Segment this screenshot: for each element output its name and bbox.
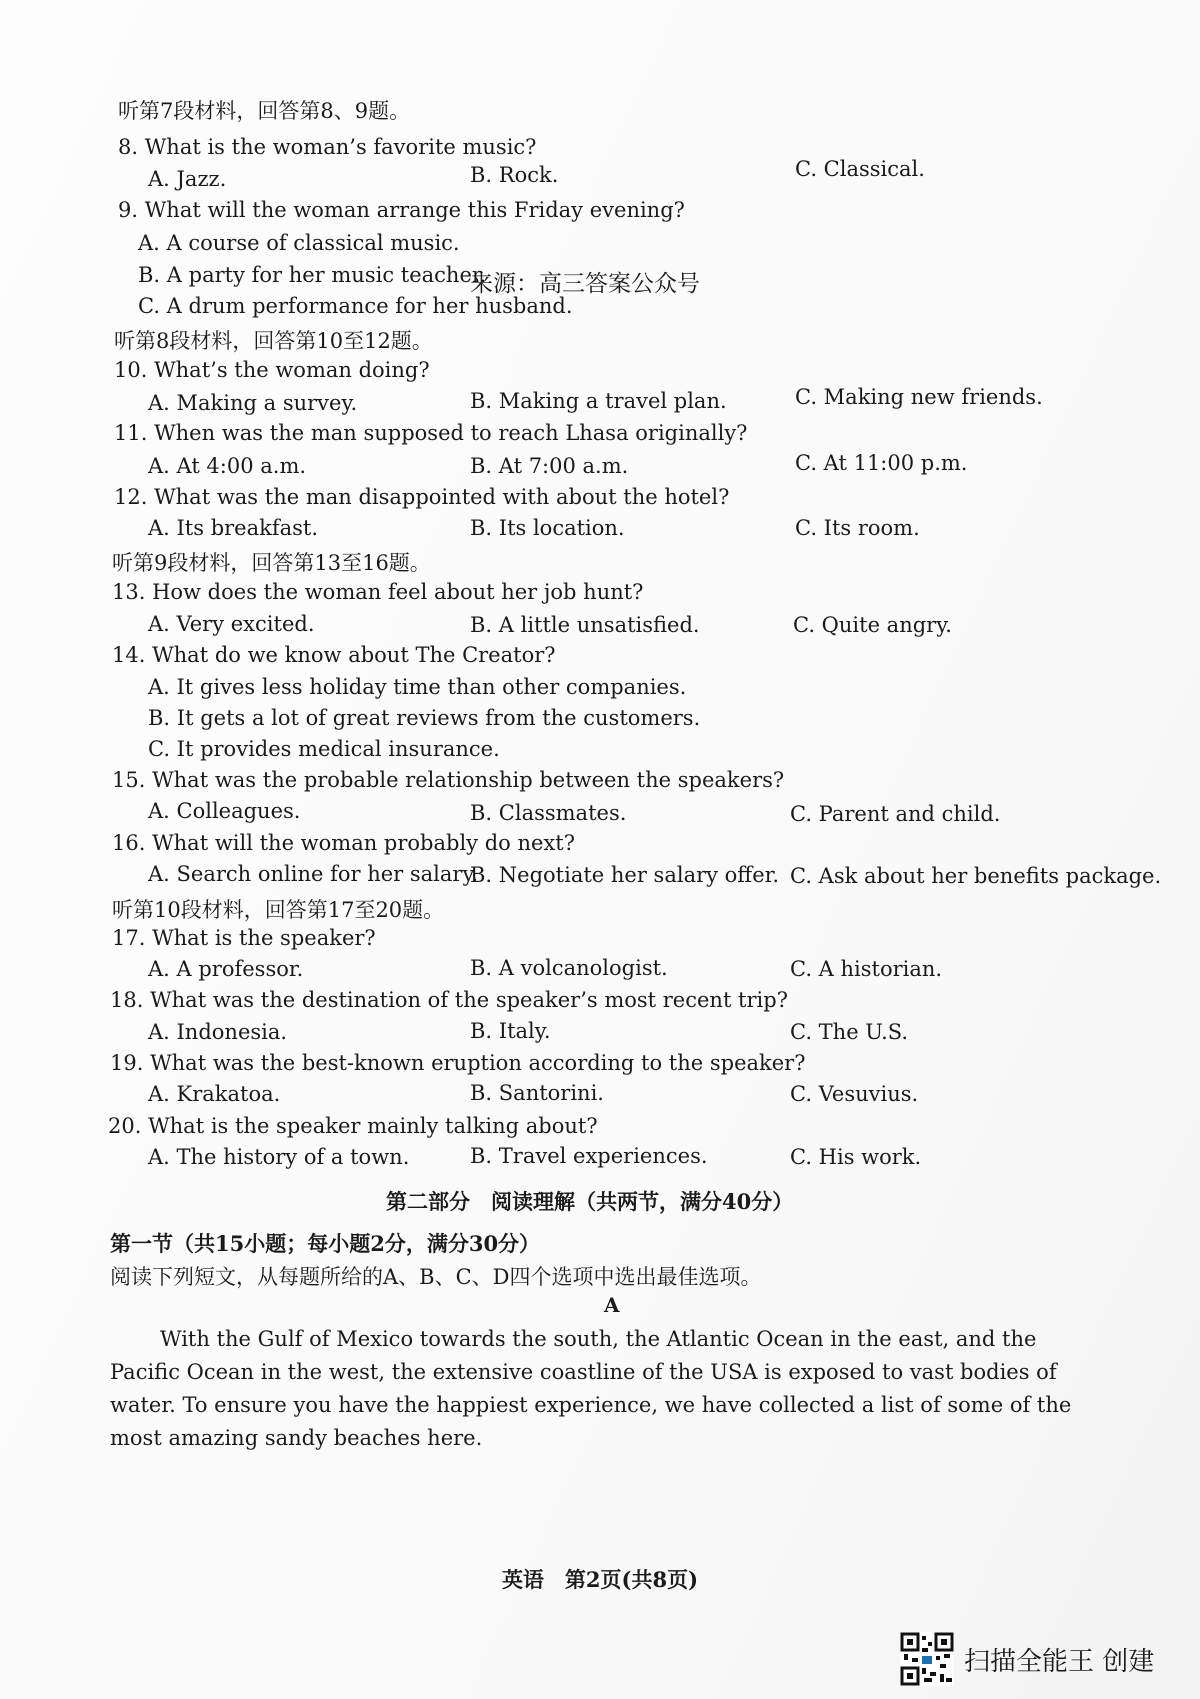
source-note: 来源：高三答案公众号 <box>470 271 700 297</box>
option-a: A. Making a survey. <box>148 391 358 415</box>
page-footer: 英语 第2页(共8页) <box>501 1567 699 1592</box>
option-b: B. A little unsatisfied. <box>470 613 700 637</box>
question-stem: 14. What do we know about The Creator? <box>112 643 556 667</box>
passage-letter: A <box>604 1293 620 1317</box>
section-intro: 听第7段材料，回答第8、9题。 <box>118 99 411 123</box>
option-a: A. Colleagues. <box>148 799 301 823</box>
option-b: B. At 7:00 a.m. <box>470 454 629 478</box>
option-c: C. Its room. <box>795 516 920 540</box>
option-b: B. Negotiate her salary offer. <box>470 863 780 887</box>
part-title: 第二部分 阅读理解（共两节，满分40分） <box>386 1189 794 1214</box>
option-b: B. Classmates. <box>470 801 627 825</box>
question-stem: 20. What is the speaker mainly talking about? <box>108 1114 598 1138</box>
question-stem: 15. What was the probable relationship between the speakers? <box>112 768 785 792</box>
option-b: B. Its location. <box>470 516 625 540</box>
question-stem: 9. What will the woman arrange this Friday evening? <box>118 198 685 222</box>
option-a: A. Krakatoa. <box>148 1082 281 1106</box>
question-stem: 12. What was the man disappointed with about the hotel? <box>114 485 730 509</box>
question-stem: 17. What is the speaker? <box>112 926 376 950</box>
option-c: C. At 11:00 p.m. <box>795 451 968 475</box>
option-c: C. Vesuvius. <box>790 1082 919 1106</box>
option-b: B. Travel experiences. <box>470 1144 708 1168</box>
option-a: A. Jazz. <box>148 167 227 191</box>
option-b: B. Making a travel plan. <box>470 389 727 413</box>
option-b: B. A volcanologist. <box>470 956 668 980</box>
option-c: C. Parent and child. <box>790 802 1001 826</box>
option-c: C. His work. <box>790 1145 922 1169</box>
section-intro: 听第8段材料，回答第10至12题。 <box>114 329 433 353</box>
scanner-watermark <box>900 1632 1154 1686</box>
option-a: A. Its breakfast. <box>148 516 319 540</box>
option-a: A. Very excited. <box>148 612 315 636</box>
option-a: A. It gives less holiday time than other companies. <box>148 675 687 699</box>
section-title: 第一节（共15小题；每小题2分，满分30分） <box>110 1231 541 1256</box>
option-c: C. Ask about her benefits package. <box>790 864 1162 888</box>
option-a: A. At 4:00 a.m. <box>148 454 307 478</box>
option-c: C. A historian. <box>790 957 943 981</box>
option-a: A. Search online for her salary. <box>148 862 479 886</box>
option-a: A. Indonesia. <box>148 1020 288 1044</box>
section-intro: 听第10段材料，回答第17至20题。 <box>112 898 445 922</box>
option-c: C. Quite angry. <box>793 613 952 637</box>
option-c: C. The U.S. <box>790 1020 909 1044</box>
option-a: A. The history of a town. <box>148 1145 410 1169</box>
option-a: A. A course of classical music. <box>138 231 460 255</box>
question-stem: 10. What’s the woman doing? <box>114 358 430 382</box>
option-b: B. Italy. <box>470 1019 551 1043</box>
scanner-credit: 扫描全能王 创建 <box>964 1646 1155 1677</box>
option-c: C. Making new friends. <box>795 385 1043 409</box>
question-stem: 19. What was the best-known eruption according to the speaker? <box>110 1051 806 1075</box>
option-a: A. A professor. <box>148 957 304 981</box>
option-c: C. Classical. <box>795 157 925 181</box>
question-stem: 16. What will the woman probably do next? <box>112 831 575 855</box>
option-b: B. Rock. <box>470 163 559 187</box>
section-intro: 听第9段材料，回答第13至16题。 <box>112 551 431 575</box>
qr-code-icon <box>900 1632 954 1686</box>
question-stem: 13. How does the woman feel about her job hunt? <box>112 580 644 604</box>
passage-paragraph: With the Gulf of Mexico towards the south, the Atlantic Ocean in the east, and the Pacific Ocean in the west, the extensive coastline of the USA is exposed to vast bodies of water. To ensure you have the happiest experience, we have collected a list of some of the most amazing sandy beaches here. <box>110 1327 1072 1450</box>
option-c: C. It provides medical insurance. <box>148 737 500 761</box>
question-stem: 8. What is the woman’s favorite music? <box>118 135 537 159</box>
option-c: C. A drum performance for her husband. <box>138 294 573 318</box>
option-b: B. A party for her music teacher. <box>138 263 487 287</box>
instruction: 阅读下列短文，从每题所给的A、B、C、D四个选项中选出最佳选项。 <box>110 1265 762 1289</box>
question-stem: 18. What was the destination of the speaker’s most recent trip? <box>110 988 788 1012</box>
option-b: B. Santorini. <box>470 1081 604 1105</box>
option-b: B. It gets a lot of great reviews from the customers. <box>148 706 701 730</box>
question-stem: 11. When was the man supposed to reach Lhasa originally? <box>114 421 748 445</box>
